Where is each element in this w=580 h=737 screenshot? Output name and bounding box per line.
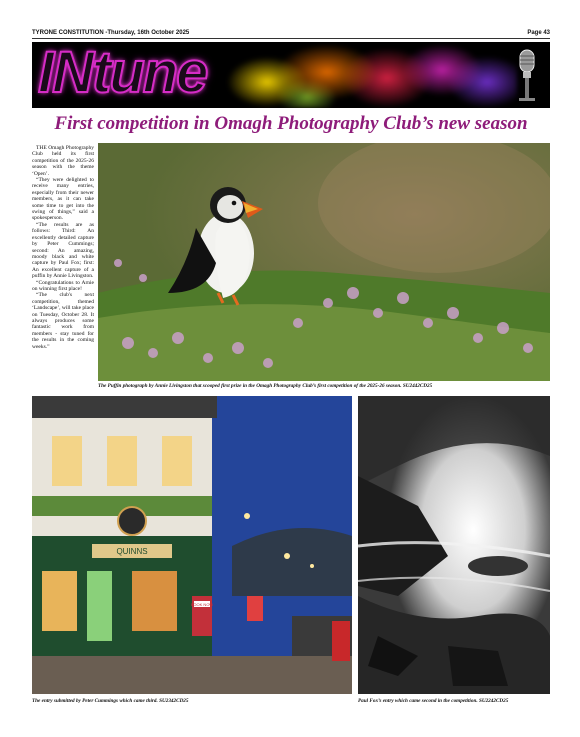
page-number: Page 43 [527,29,550,36]
article-paragraph: “They were delighted to receive many entries, especially from their newer members, as it can take some time to get into the swing of things,” said a spokesperson. [32,177,94,222]
pub-caption: The entry submitted by Peter Cummings which came third. SU2342CD25 [32,698,189,704]
seascape-caption: Paul Fox’s entry which came second in the competition. SU2242CD25 [358,698,509,704]
intune-banner [32,42,550,108]
pub-illustration [32,396,352,694]
article-paragraph: THE Omagh Photography Club held its first competition of the 2025-26 season with the theme ‘Open’. [32,145,94,177]
publication-date: TYRONE CONSTITUTION -Thursday, 16th October 2025 [32,29,190,36]
poster-text: BOOK NOW [190,602,214,607]
puffin-illustration [98,143,550,381]
seascape-photo [358,396,550,694]
smoke-graphic [227,42,517,108]
article-paragraph: “The results are as follows: Third: An excellently detailed capture by Peter Cummings; second: An amazing, moody black and white capture by Paul Fox; first: An excellent capture of a puffin by Annie Livingston. [32,221,94,280]
banner-title: INtune [38,42,207,105]
puffin-caption: The Puffin photograph by Annie Livingston that scooped first prize in the Omagh Photography Club’s first competition of the 2025-26 season. SU2442CD25 [98,383,433,389]
page-header [32,27,550,39]
puffin-photo [98,143,550,381]
pub-sign: QUINNS [116,547,148,556]
microphone-icon [514,48,540,102]
article-paragraph: “Congratulations to Arnie on winning first place! [32,279,94,292]
article-paragraph: “The club's next competition, themed ‘Landscape’, will take place on Tuesday, October 28. It always produces some fantastic work from members - stay tuned for the results in the coming weeks.” [32,292,94,350]
article-headline: First competition in Omagh Photography Club’s new season [54,113,528,134]
seascape-illustration [358,396,550,694]
pub-photo [32,396,352,694]
article-body [32,145,94,390]
